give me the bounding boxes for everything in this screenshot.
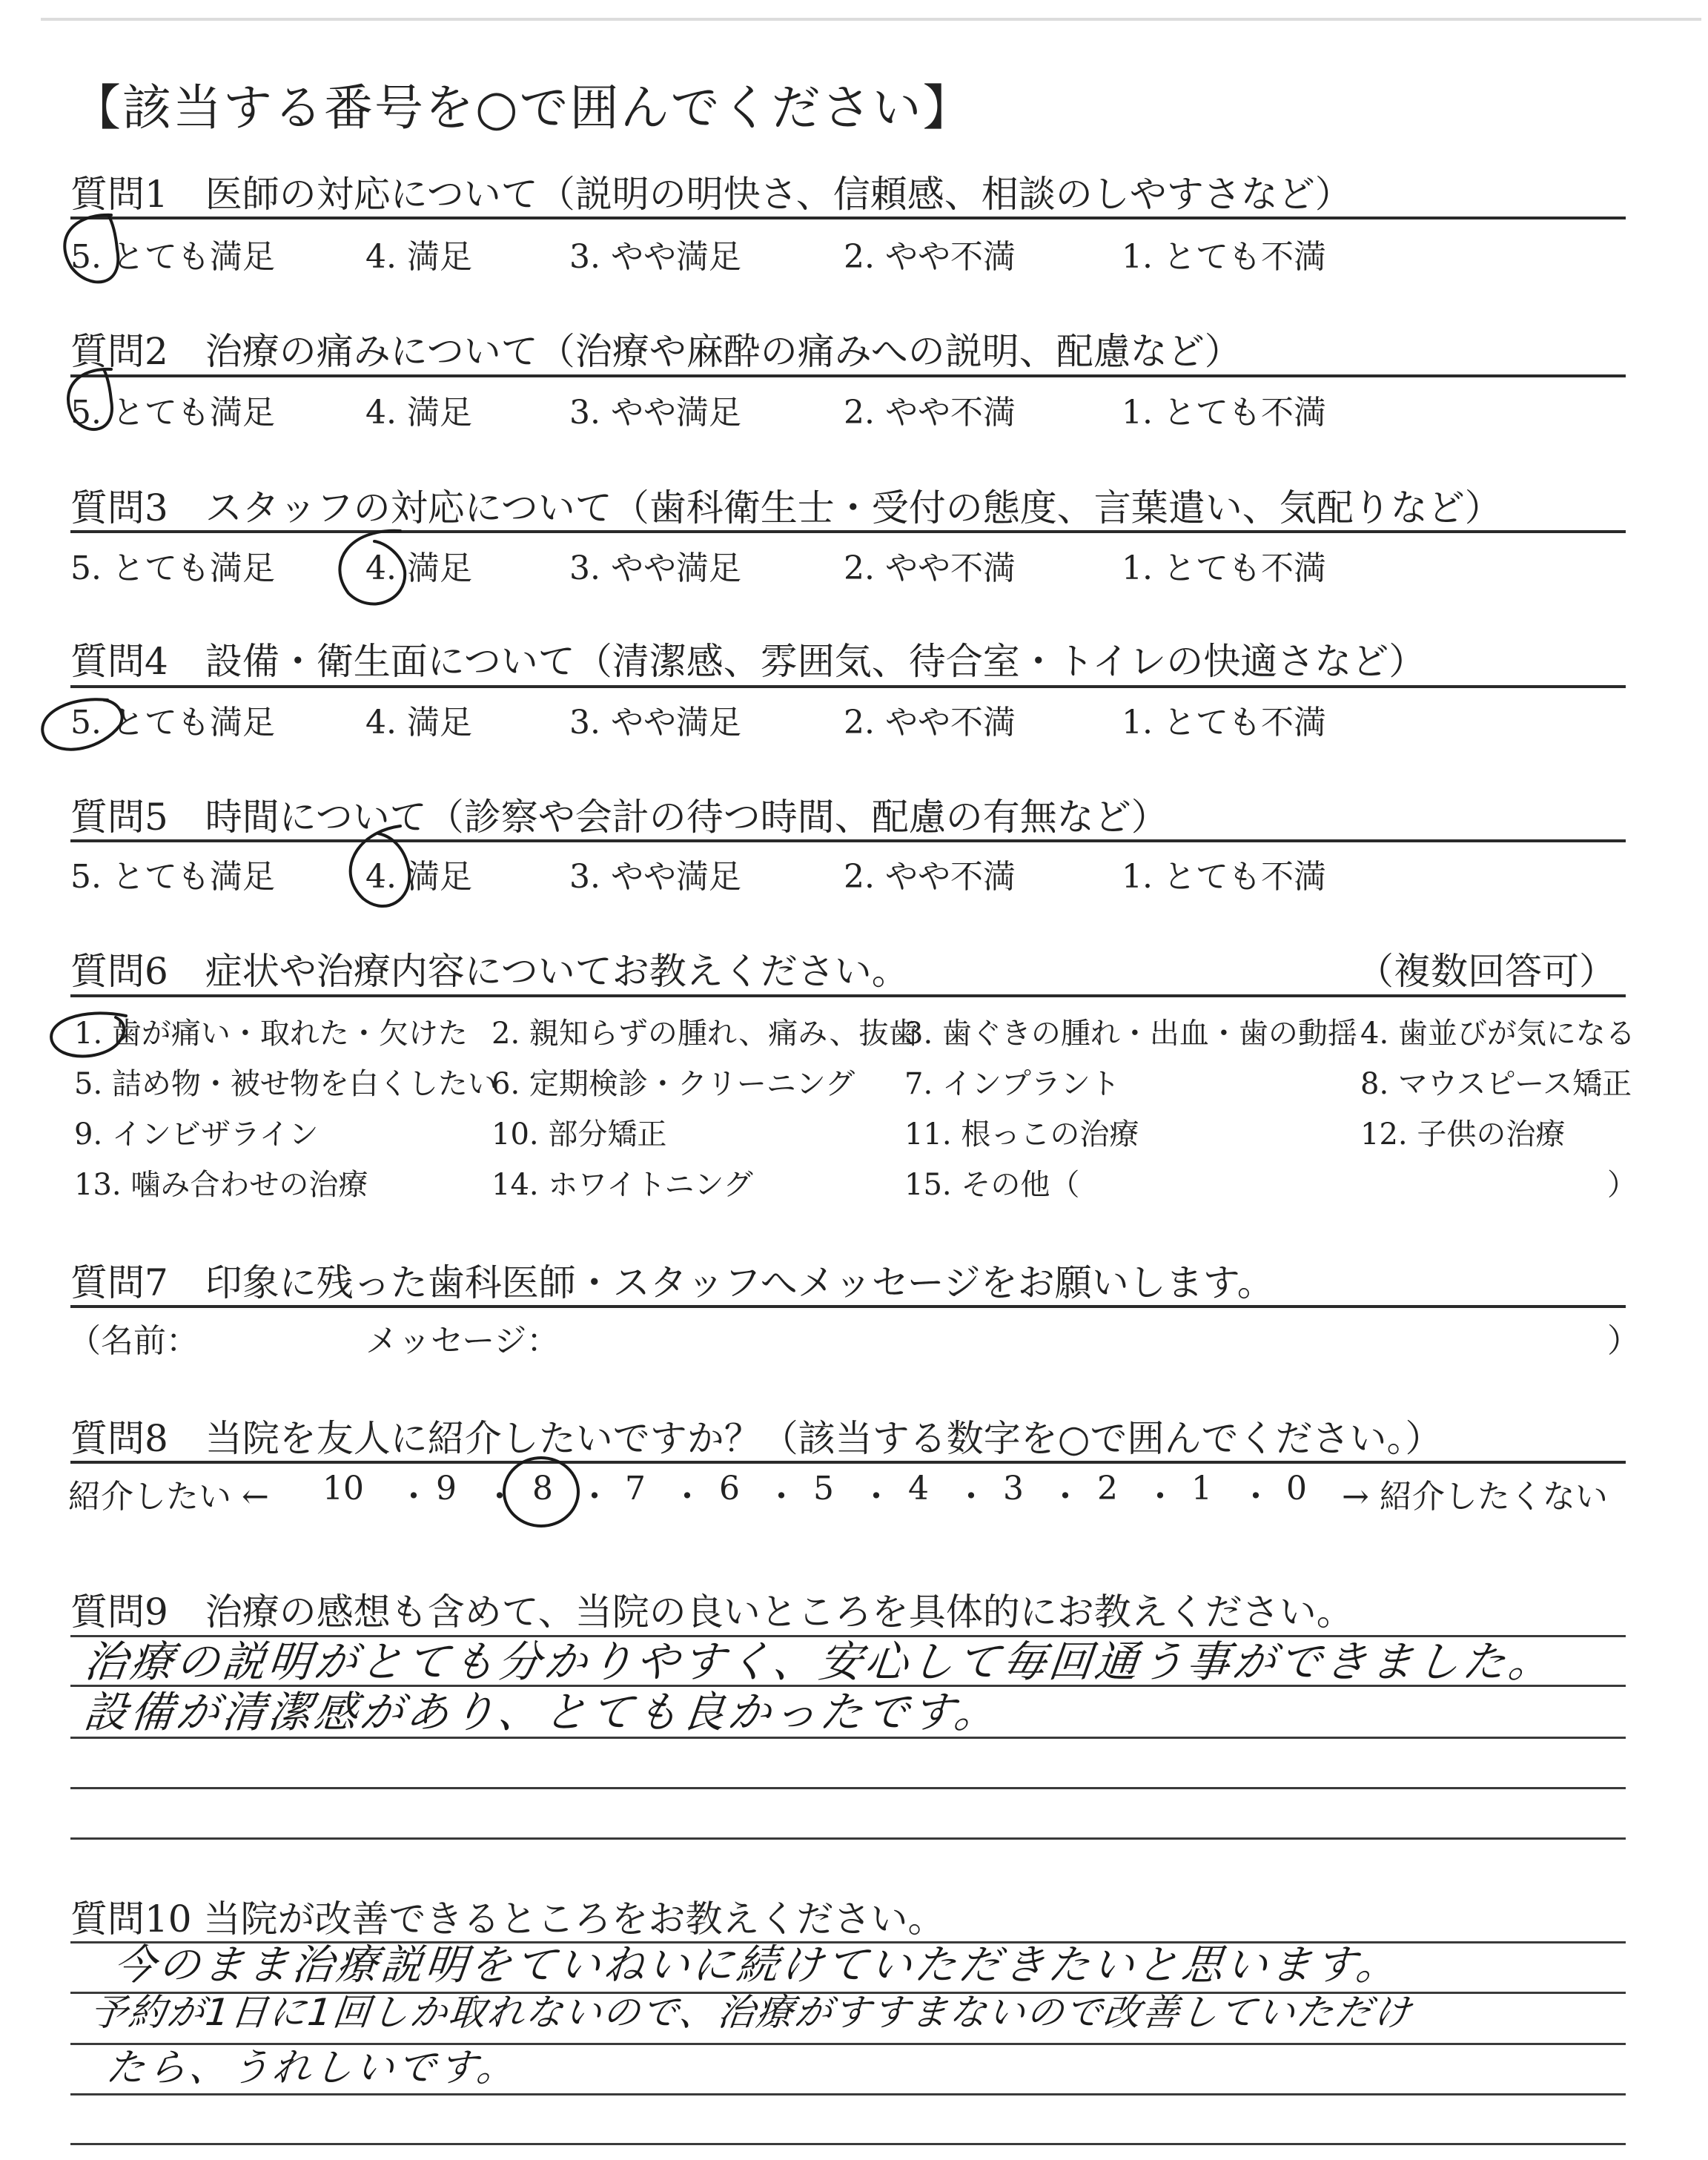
q5-option-5[interactable]: 5. とても満足 (70, 858, 275, 896)
q8-scale-8[interactable]: 8 (532, 1470, 553, 1507)
q7-close-paren: ） (1607, 1322, 1640, 1360)
q6-item-14[interactable]: 14. ホワイトニング (491, 1168, 753, 1202)
q3-option-3[interactable]: 3. やや満足 (569, 549, 741, 587)
q9-handwritten-line-1[interactable]: 治療の説明がとても分かりやすく、安心して毎回通う事ができました。 (82, 1636, 1558, 1687)
q8-dot: ・ (765, 1478, 798, 1516)
q2-option-1[interactable]: 1. とても不満 (1122, 394, 1326, 432)
q9-answer-line (70, 1787, 1626, 1789)
q6-item-15-close: ） (1607, 1168, 1637, 1202)
q4-option-1[interactable]: 1. とても不満 (1122, 704, 1326, 742)
q8-dot: ・ (1144, 1478, 1176, 1516)
q9-handwritten-line-2[interactable]: 設備が清潔感があり、とても良かったです。 (82, 1687, 1003, 1737)
q8-dot: ・ (578, 1478, 611, 1516)
question-5-rule (70, 839, 1626, 842)
question-6-note: （複数回答可） (1357, 950, 1616, 993)
q6-item-10[interactable]: 10. 部分矯正 (491, 1117, 667, 1152)
q6-item-7[interactable]: 7. インプラント (904, 1067, 1120, 1101)
question-7-title: 質問7 印象に残った歯科医師・スタッフへメッセージをお願いします。 (70, 1261, 1274, 1304)
q6-item-2[interactable]: 2. 親知らずの腫れ、痛み、抜歯 (491, 1017, 918, 1051)
q5-option-4[interactable]: 4. 満足 (365, 858, 472, 896)
q2-option-5[interactable]: 5. とても満足 (70, 394, 275, 432)
q8-scale-9[interactable]: 9 (436, 1470, 457, 1507)
q8-dot: ・ (1049, 1478, 1082, 1516)
question-7-rule (70, 1305, 1626, 1308)
q8-scale-3[interactable]: 3 (1003, 1470, 1024, 1507)
q1-option-5[interactable]: 5. とても満足 (70, 238, 275, 276)
q8-scale-10[interactable]: 10 (322, 1470, 364, 1507)
q3-option-2[interactable]: 2. やや不満 (844, 549, 1016, 587)
question-2-title: 質問2 治療の痛みについて（治療や麻酔の痛みへの説明、配慮など） (70, 330, 1242, 373)
question-8-title: 質問8 当院を友人に紹介したいですか？（該当する数字を○で囲んでください。） (70, 1417, 1443, 1460)
q8-right-label: → 紹介したくない (1342, 1478, 1608, 1516)
q8-scale-7[interactable]: 7 (625, 1470, 646, 1507)
q6-item-5[interactable]: 5. 詰め物・被せ物を白くしたい (74, 1067, 497, 1101)
q4-option-2[interactable]: 2. やや不満 (844, 704, 1016, 742)
question-6-rule (70, 994, 1626, 997)
q5-option-3[interactable]: 3. やや満足 (569, 858, 741, 896)
question-2-rule (70, 374, 1626, 377)
q8-scale-2[interactable]: 2 (1097, 1470, 1118, 1507)
q9-answer-line (70, 1837, 1626, 1840)
page-top-edge (41, 18, 1701, 21)
q4-option-4[interactable]: 4. 満足 (365, 704, 472, 742)
q6-item-3[interactable]: 3. 歯ぐきの腫れ・出血・歯の動揺 (904, 1017, 1357, 1051)
q10-handwritten-line-3[interactable]: たら、うれしいです。 (104, 2046, 521, 2090)
q8-dot: ・ (1239, 1478, 1272, 1516)
q10-handwritten-line-1[interactable]: 今のまま治療説明をていねいに続けていただきたいと思います。 (111, 1941, 1403, 1989)
q6-item-11[interactable]: 11. 根っこの治療 (904, 1117, 1139, 1152)
q8-scale-0[interactable]: 0 (1286, 1470, 1307, 1507)
form-header: 【該当する番号を○で囲んでください】 (72, 79, 973, 136)
q8-dot: ・ (671, 1478, 704, 1516)
q4-option-3[interactable]: 3. やや満足 (569, 704, 741, 742)
question-10-title: 質問10 当院が改善できるところをお教えください。 (70, 1898, 945, 1941)
q10-handwritten-line-2[interactable]: 予約が1日に1回しか取れないので、治療がすすまないので改善していただけ (87, 1991, 1414, 2034)
q2-option-3[interactable]: 3. やや満足 (569, 394, 741, 432)
question-4-rule (70, 685, 1626, 688)
q7-name-label: （名前： (68, 1322, 199, 1360)
question-3-title: 質問3 スタッフの対応について（歯科衛生士・受付の態度、言葉遣い、気配りなど） (70, 486, 1502, 529)
q6-item-13[interactable]: 13. 噛み合わせの治療 (74, 1168, 368, 1202)
question-5-title: 質問5 時間について（診察や会計の待つ時間、配慮の有無など） (70, 796, 1168, 839)
q2-option-4[interactable]: 4. 満足 (365, 394, 472, 432)
q8-dot: ・ (860, 1478, 893, 1516)
q7-message-label: メッセージ： (365, 1322, 560, 1360)
q8-scale-4[interactable]: 4 (908, 1470, 929, 1507)
q5-option-1[interactable]: 1. とても不満 (1122, 858, 1326, 896)
q6-item-4[interactable]: 4. 歯並びが気になる (1360, 1017, 1635, 1051)
q3-option-4[interactable]: 4. 満足 (365, 549, 472, 587)
q10-answer-line (70, 2143, 1626, 2145)
q6-item-12[interactable]: 12. 子供の治療 (1360, 1117, 1566, 1152)
question-1-rule (70, 217, 1626, 219)
q2-option-2[interactable]: 2. やや不満 (844, 394, 1016, 432)
q1-option-1[interactable]: 1. とても不満 (1122, 238, 1326, 276)
q1-option-4[interactable]: 4. 満足 (365, 238, 472, 276)
q6-item-9[interactable]: 9. インビザライン (74, 1117, 319, 1152)
q8-scale-6[interactable]: 6 (719, 1470, 740, 1507)
question-4-title: 質問4 設備・衛生面について（清潔感、雰囲気、待合室・トイレの快適さなど） (70, 640, 1426, 683)
q3-option-1[interactable]: 1. とても不満 (1122, 549, 1326, 587)
q3-option-5[interactable]: 5. とても満足 (70, 549, 275, 587)
question-6-title: 質問6 症状や治療内容についてお教えください。 (70, 950, 909, 993)
q6-item-15[interactable]: 15. その他（ (904, 1168, 1080, 1202)
q8-dot: ・ (397, 1478, 430, 1516)
question-1-title: 質問1 医師の対応について（説明の明快さ、信頼感、相談のしやすさなど） (70, 173, 1352, 216)
q4-option-5[interactable]: 5. とても満足 (70, 704, 275, 742)
q8-scale-1[interactable]: 1 (1191, 1470, 1212, 1507)
q1-option-2[interactable]: 2. やや不満 (844, 238, 1016, 276)
q8-left-label: 紹介したい ← (68, 1478, 269, 1516)
q8-scale-5[interactable]: 5 (813, 1470, 834, 1507)
q1-option-3[interactable]: 3. やや満足 (569, 238, 741, 276)
q5-option-2[interactable]: 2. やや不満 (844, 858, 1016, 896)
q6-item-6[interactable]: 6. 定期検診・クリーニング (491, 1067, 855, 1101)
question-8-rule (70, 1461, 1626, 1464)
q10-answer-line (70, 2093, 1626, 2095)
question-9-title: 質問9 治療の感想も含めて、当院の良いところを具体的にお教えください。 (70, 1591, 1354, 1634)
q8-dot: ・ (955, 1478, 987, 1516)
q8-dot: ・ (483, 1478, 516, 1516)
q6-item-8[interactable]: 8. マウスピース矯正 (1360, 1067, 1632, 1101)
q6-item-1[interactable]: 1. 歯が痛い・取れた・欠けた (74, 1017, 468, 1051)
question-3-rule (70, 530, 1626, 533)
